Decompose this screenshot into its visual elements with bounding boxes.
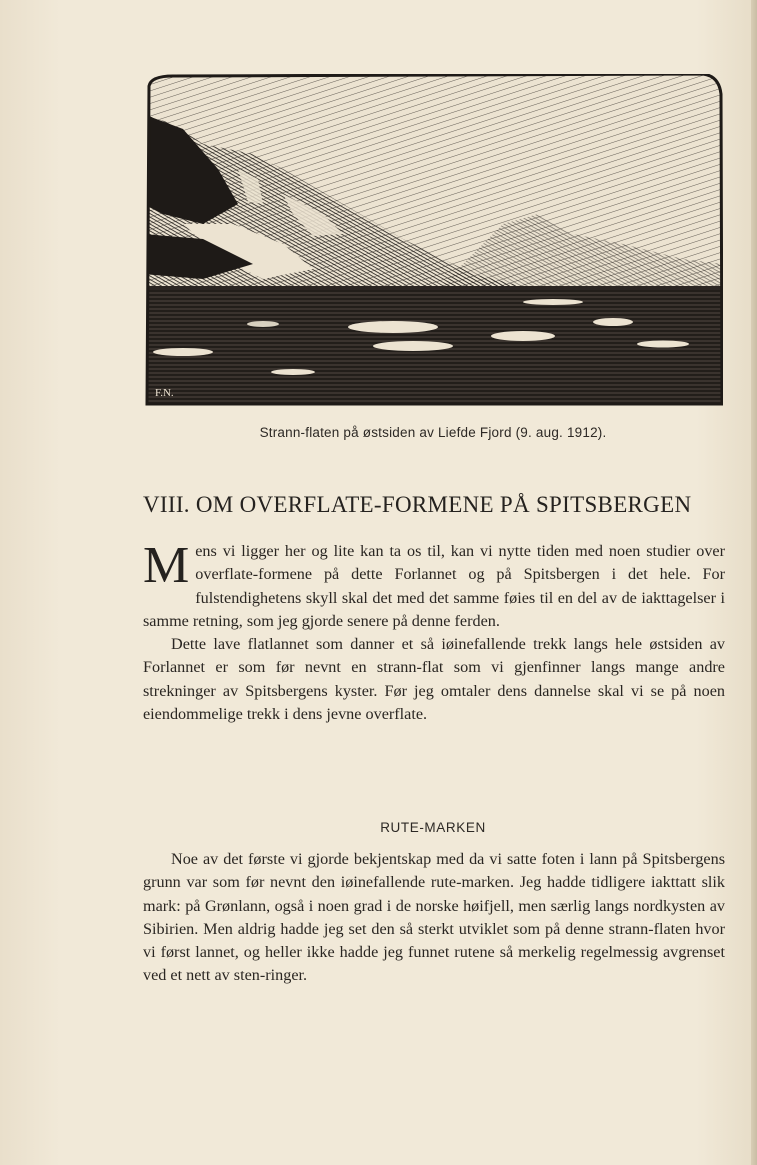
- paragraph-2: Dette lave flatlannet som danner et så iøinefallende trekk langs hele østsiden av Forlannet er som før nevnt en strann-flat som vi gjenfinner langs mange andre strekninger av Spitsbergens kyster. Før jeg omtaler dens dannelse skal vi se på noen eiendommelige trekk i dens jevne overflate.: [143, 635, 725, 724]
- section1-text: [143, 537, 725, 726]
- artist-monogram: F.N.: [155, 387, 174, 399]
- paragraph-3: Noe av det første vi gjorde bekjentskap med da vi satte foten i lann på Spitsbergens grunn var som før nevnt den iøinefallende rute-marken. Jeg hadde tidligere iakttatt slik mark: på Grønlann, også i noen grad i de norske høifjell, men særlig langs nordkysten av Sibirien. Men aldrig hadde jeg set den så sterkt utviklet som på denne strann-flaten hvor vi først lannet, og heller ikke hadde jeg funnet rutene så merkelig regelmessig avgrenset ved et nett av sten-ringer.: [143, 850, 725, 985]
- chapter-title: VIII. OM OVERFLATE-FORMENE PÅ SPITSBERGEN: [143, 492, 692, 517]
- section2-text: [143, 848, 725, 988]
- paragraph-1: [143, 537, 725, 633]
- section-heading: RUTE-MARKEN: [380, 820, 486, 835]
- landscape-illustration: [143, 74, 723, 406]
- figure-caption: Strann-flaten på østsiden av Liefde Fjord (9. aug. 1912).: [259, 425, 607, 440]
- page-edge: [751, 0, 757, 1165]
- drop-cap: M: [143, 537, 190, 594]
- paragraph-1-text: ens vi ligger her og lite kan ta os til, kan vi nytte tiden med noen studier over overflate-formene på dette Forlannet og på Spitsbergen i det hele. For fulstendighetens skyll skal det med det samme føies til en del av de iakttagelser i samme retning, som jeg gjorde senere på denne ferden.: [143, 542, 725, 630]
